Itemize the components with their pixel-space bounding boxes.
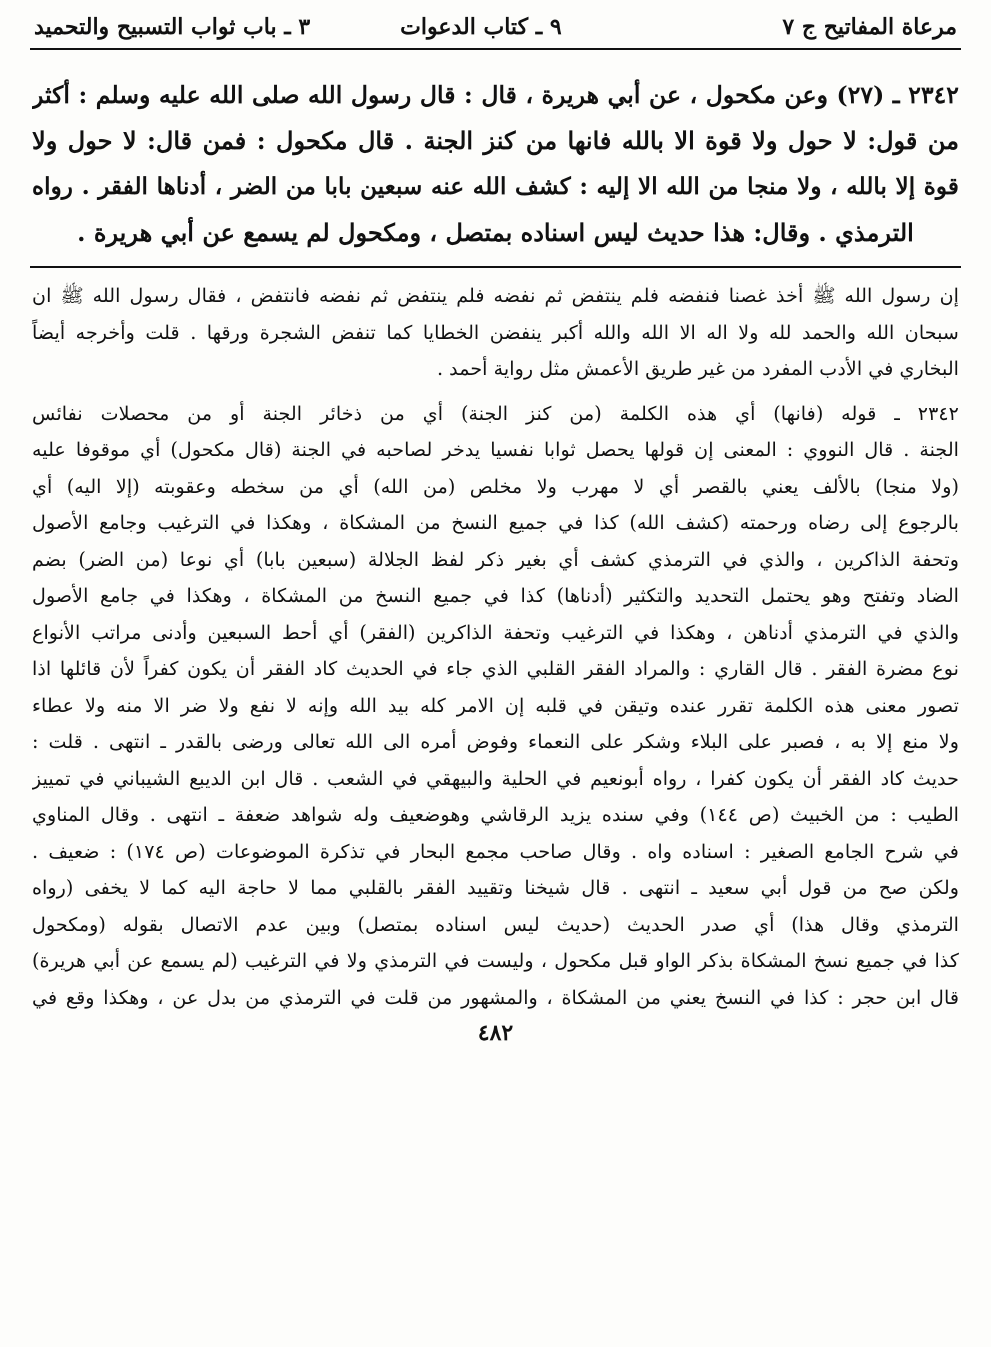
commentary (30, 278, 961, 1016)
commentary-line: نوع مضرة الفقر . قال القاري : والمراد الفقر القلبي الذي جاء في الحديث كاد الفقر أن يكون كفراً لأن قائلها اذا (32, 657, 959, 680)
section-title: ٣ ـ باب ثواب التسبيح والتحميد (34, 14, 311, 40)
commentary-line: بالرجوع إلى رضاه ورحمته (كشف الله) كذا في جميع النسخ من المشكاة ، وهكذا في الترغيب وجامع الأصول (32, 511, 959, 534)
commentary-line: البخاري في الأدب المفرد من غير طريق الأعمش مثل رواية أحمد . (436, 357, 959, 380)
commentary-line: الجنة . قال النووي : المعنى إن قولها يحصل ثوابا نفسيا يدخر لصاحبه في الجنة (قال مكحول) أي موقوفا عليه (32, 438, 959, 461)
chapter-title: ٩ ـ كتاب الدعوات (400, 14, 562, 40)
hadith-line: من قول: لا حول ولا قوة الا بالله فانها من كنز الجنة . قال مكحول : فمن قال: لا حول ولا (32, 126, 959, 155)
commentary-line: الضاد وتفتح وهو يحتمل التحديد والتكثير (أدناها) كذا في جميع النسخ من المشكاة ، وهكذا في جامع الأصول (32, 584, 959, 607)
book-title: مرعاة المفاتيح ج ٧ (782, 14, 957, 40)
commentary-line: تصور معنى هذه الكلمة تقرر عنده وتيقن في قلبه إن الامر كله بيد الله وإنه لا نفع ولا ضر الا منه ولا عطاء (32, 693, 959, 717)
hadith-line: ٢٣٤٢ ـ (٢٧) وعن مكحول ، عن أبي هريرة ، قال : قال رسول الله صلى الله عليه وسلم : أكثر (32, 81, 959, 109)
hadith-text (30, 72, 961, 256)
commentary-line: الترمذي وقال هذا) أي صدر الحديث (حديث ليس اسناده بمتصل) وبين عدم الاتصال بقوله (ومكحول (32, 912, 959, 936)
hadith-line: الترمذي . وقال: هذا حديث ليس اسناده بمتصل ، ومكحول لم يسمع عن أبي هريرة . (77, 218, 914, 247)
commentary-line: كذا في جميع نسخ المشكاة بذكر الواو قبل مكحول ، وليست في الترمذي ولا في الترغيب (لم يسمع عن أبي هريرة) (32, 949, 959, 972)
commentary-line: ولا منع إلا به ، فصبر على البلاء وشكر على النعماء وفوض أمره الى الله تعالى ورضى بالقدر ـ انتهى . قلت : (32, 730, 959, 753)
commentary-line: في شرح الجامع الصغير : اسناده واه . وقال صاحب مجمع البحار في تذكرة الموضوعات (ص ١٧٤) : ضعيف . (32, 839, 959, 863)
commentary-line: الطيب : من الخبيث (ص ١٤٤) وفي سنده يزيد الرقاشي وهوضعيف وله شواهد ضعفة ـ انتهى . وقال المناوي (32, 803, 959, 826)
commentary-line: ٢٣٤٢ ـ قوله (فانها) أي هذه الكلمة (من كنز الجنة) أي من ذخائر الجنة أو من محصلات نفائس (32, 401, 959, 425)
commentary-line: ولكن صح من قول أبي سعيد ـ انتهى . قال شيخنا وتقييد الفقر بالقلبي مما لا حاجة اليه كما لا يخفى (رواه (32, 876, 959, 899)
commentary-line: سبحان الله والحمد لله ولا اله الا الله والله أكبر ينفضن الخطايا كما تنفض الشجرة ورقها . قلت وأخرجه أيضاً (32, 320, 959, 344)
commentary-line: وتحفة الذاكرين ، والذي في الترمذي كشف أي بغير ذكر لفظ الجلالة (سبعين بابا) أي نوعا (من الضر) بضم (32, 547, 959, 571)
running-header (30, 14, 961, 50)
commentary-line: حديث كاد الفقر أن يكون كفرا ، رواه أبونعيم في الحلية والبيهقي في الشعب . قال ابن الديبع الشيباني في تمييز (32, 766, 959, 790)
commentary-line: قال ابن حجر : كذا في النسخ يعني من المشكاة ، والمشهور من قلت في الترمذي من بدل عن ، وهكذا وقع في (32, 985, 959, 1009)
commentary-line: والذي في الترمذي أدناهن ، وهكذا في الترغيب وتحفة الذاكرين (الفقر) أي أحط السبعين وأدنى مراتب الأنواع (32, 620, 959, 644)
book-page (30, 14, 961, 1046)
page-number: ٤٨٢ (477, 1020, 514, 1046)
section-divider (30, 266, 961, 268)
hadith-line: قوة إلا بالله ، ولا منجا من الله الا إليه : كشف الله عنه سبعين بابا من الضر ، أدناها الفقر . رواه (32, 173, 959, 200)
commentary-line: (ولا منجا) بالألف يعني بالقصر أي لا مهرب ولا مخلص (من الله) أي من سخطه وعقوبته (إلا اليه) أي (32, 474, 959, 498)
commentary-line: إن رسول الله ﷺ أخذ غصنا فنفضه فلم ينتفض ثم نفضه فلم ينتفض ثم نفضه فانتفض ، فقال رسول الله ﷺ ان (32, 284, 959, 307)
